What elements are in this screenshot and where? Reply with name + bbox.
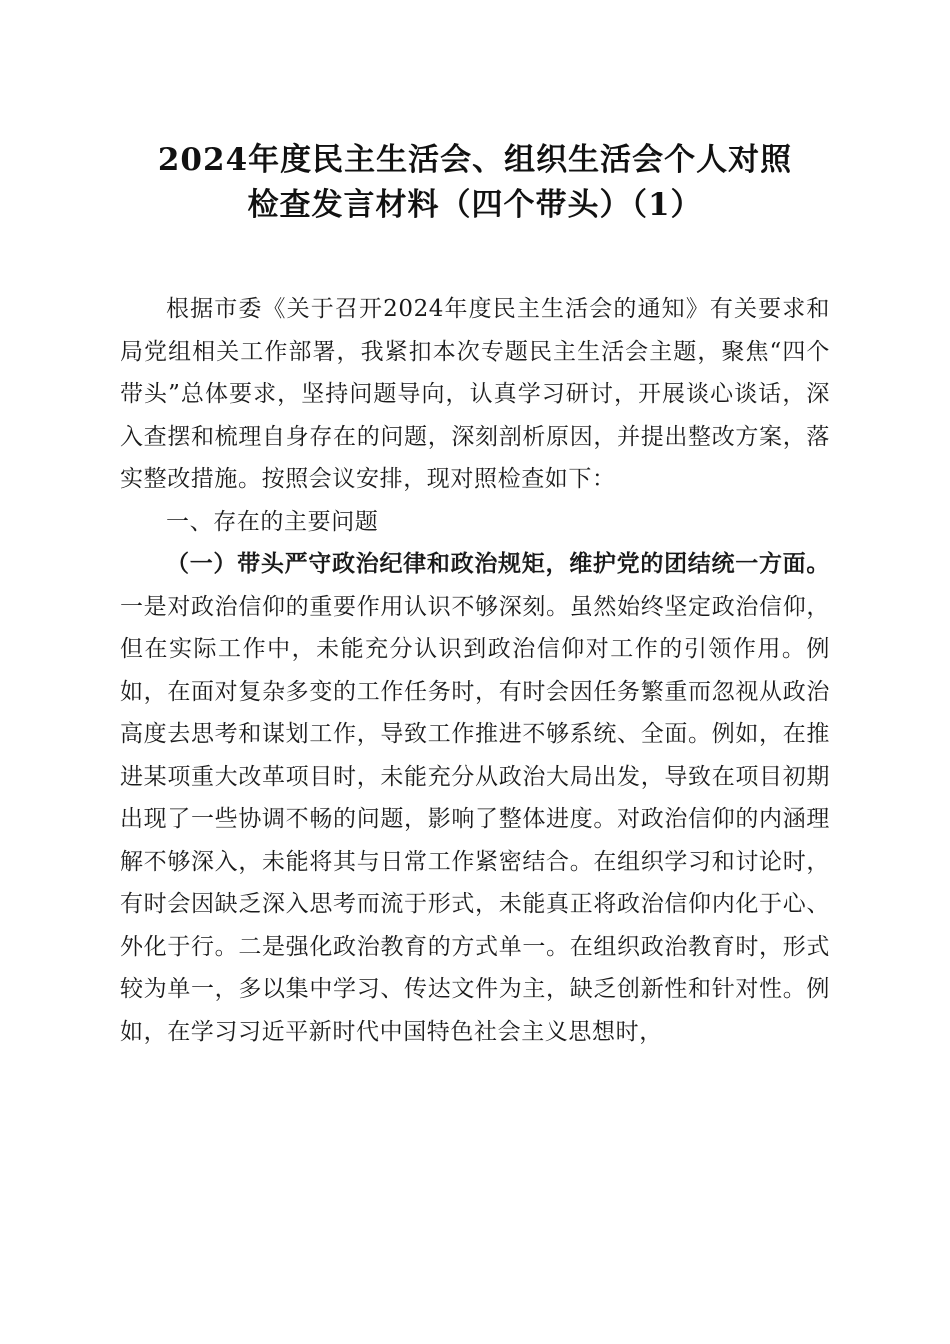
item-body: 一是对政治信仰的重要作用认识不够深刻。虽然始终坚定政治信仰，但在实际工作中，未能充分认识到政治信仰对工作的引领作用。例如，在面对复杂多变的工作任务时，有时会因任务繁重而忽视从政治高度去思考和谋划工作，导致工作推进不够系统、全面。例如，在推进某项重大改革项目时，未能充分从政治大局出发，导致在项目初期出现了一些协调不畅的问题，影响了整体进度。对政治信仰的内涵理解不够深入，未能将其与日常工作紧密结合。在组织学习和讨论时，有时会因缺乏深入思考而流于形式，未能真正将政治信仰内化于心、外化于行。二是强化政治教育的方式单一。在组织政治教育时，形式较为单一，多以集中学习、传达文件为主，缺乏创新性和针对性。例如，在学习习近平新时代中国特色社会主义思想时， — [120, 593, 830, 1045]
intro-paragraph: 根据市委《关于召开2024年度民主生活会的通知》有关要求和局党组相关工作部署，我紧扣本次专题民主生活会主题，聚焦“四个带头”总体要求，坚持问题导向，认真学习研讨，开展谈心谈话，深入查摆和梳理自身存在的问题，深刻剖析原因，并提出整改方案，落实整改措施。按照会议安排，现对照检查如下： — [120, 296, 830, 492]
title-line-1: 2024年度民主生活会、组织生活会个人对照 — [157, 142, 793, 178]
item-paragraph — [120, 543, 830, 1053]
title-line-2: 检查发言材料（四个带头）（1） — [247, 187, 703, 223]
document-body — [120, 288, 830, 1053]
section-heading: 一、存在的主要问题 — [166, 508, 379, 535]
document-title — [120, 138, 830, 228]
item-lead: （一）带头严守政治纪律和政治规矩，维护党的团结统一方面。 — [166, 550, 830, 577]
document-page — [120, 138, 830, 1053]
